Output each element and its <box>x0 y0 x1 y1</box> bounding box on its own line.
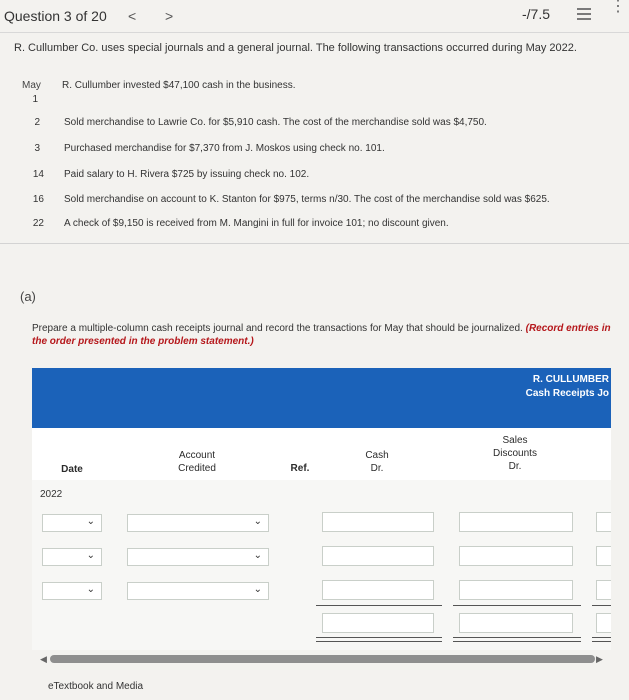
chevron-down-icon: ⌄ <box>253 584 262 595</box>
transaction-day: 1 <box>32 94 38 105</box>
next-question-icon[interactable]: > <box>165 8 174 24</box>
etextbook-link[interactable]: eTextbook and Media <box>48 681 144 692</box>
next-column-input[interactable] <box>596 546 611 566</box>
scroll-right-arrow-icon[interactable]: ▶ <box>596 654 603 664</box>
section-divider <box>0 243 629 244</box>
journal-banner <box>32 368 611 428</box>
question-label: Question 3 of 20 <box>4 8 107 24</box>
sales-discounts-total-input[interactable] <box>459 613 573 633</box>
list-icon[interactable] <box>577 8 591 20</box>
cash-dr-input[interactable] <box>322 580 434 600</box>
col-cash-dr: Cash Dr. <box>365 450 389 474</box>
date-select[interactable] <box>42 582 102 600</box>
problem-intro: R. Cullumber Co. uses special journals and a general journal. The following transactions occurred during May 2022. <box>14 42 577 54</box>
previous-question-icon[interactable]: < <box>128 8 137 24</box>
date-select[interactable] <box>42 514 102 532</box>
chevron-down-icon: ⌄ <box>253 550 262 561</box>
next-column-total-input[interactable] <box>596 613 611 633</box>
chevron-down-icon: ⌄ <box>86 516 95 527</box>
journal-column-header <box>32 428 611 481</box>
horizontal-scrollbar[interactable] <box>50 655 595 663</box>
next-column-input[interactable] <box>596 512 611 532</box>
col-ref: Ref. <box>290 463 310 474</box>
more-options-icon[interactable]: ⋮ <box>610 0 626 15</box>
account-select[interactable] <box>127 548 269 566</box>
score-display: -/7.5 <box>522 6 551 22</box>
account-select[interactable] <box>127 582 269 600</box>
transaction-day: 2 <box>34 117 40 128</box>
chevron-down-icon: ⌄ <box>86 550 95 561</box>
month-label: May <box>22 80 41 91</box>
part-label: (a) <box>20 289 36 304</box>
cash-dr-input[interactable] <box>322 546 434 566</box>
total-double-underline <box>453 637 581 642</box>
transaction-text: Sold merchandise to Lawrie Co. for $5,910 cash. The cost of the merchandise sold was $4,750. <box>64 117 487 128</box>
part-prompt <box>32 322 617 348</box>
transaction-day: 22 <box>32 218 44 229</box>
next-column-input[interactable] <box>596 580 611 600</box>
question-header <box>0 0 629 32</box>
scroll-left-arrow-icon[interactable]: ◀ <box>40 654 47 664</box>
sales-discounts-dr-input[interactable] <box>459 580 573 600</box>
company-name: R. CULLUMBER <box>532 374 609 385</box>
header-divider <box>0 32 629 33</box>
transaction-text: Purchased merchandise for $7,370 from J. Moskos using check no. 101. <box>64 143 385 154</box>
col-account-credited: Account Credited <box>178 450 216 474</box>
transaction-day: 14 <box>32 169 44 180</box>
subtotal-underline <box>592 605 611 606</box>
transaction-text: R. Cullumber invested $47,100 cash in the business. <box>62 80 296 91</box>
cash-dr-input[interactable] <box>322 512 434 532</box>
sales-discounts-dr-input[interactable] <box>459 512 573 532</box>
prompt-text: Prepare a multiple-column cash receipts journal and record the transactions for May that should be journalized. <box>32 323 523 334</box>
transaction-text: Sold merchandise on account to K. Stanton for $975, terms n/30. The cost of the merchandise sold was $625. <box>64 194 550 205</box>
total-double-underline <box>592 637 611 642</box>
col-date: Date <box>61 464 83 475</box>
transaction-day: 16 <box>32 194 44 205</box>
account-select[interactable] <box>127 514 269 532</box>
col-sales-discounts-dr: Sales Discounts Dr. <box>493 435 537 472</box>
transaction-day: 3 <box>34 143 40 154</box>
journal-year: 2022 <box>40 489 63 500</box>
prompt-instruction: (Record entries in the order presented in the problem statement.) <box>32 323 611 347</box>
chevron-down-icon: ⌄ <box>86 584 95 595</box>
subtotal-underline <box>316 605 442 606</box>
total-double-underline <box>316 637 442 642</box>
chevron-down-icon: ⌄ <box>253 516 262 527</box>
sales-discounts-dr-input[interactable] <box>459 546 573 566</box>
transaction-text: A check of $9,150 is received from M. Mangini in full for invoice 101; no discount given. <box>64 218 449 229</box>
subtotal-underline <box>453 605 581 606</box>
journal-title: Cash Receipts Jo <box>525 388 609 399</box>
transaction-text: Paid salary to H. Rivera $725 by issuing check no. 102. <box>64 169 310 180</box>
date-select[interactable] <box>42 548 102 566</box>
cash-dr-total-input[interactable] <box>322 613 434 633</box>
journal-heading <box>526 373 609 401</box>
